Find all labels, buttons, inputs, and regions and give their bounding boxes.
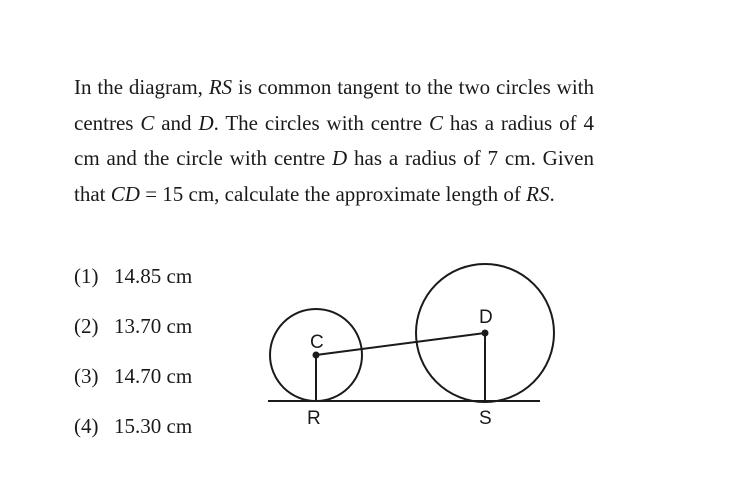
math-variable: C (140, 110, 155, 135)
text-segment: . The circles with centre (213, 110, 429, 135)
segment-cd (316, 333, 485, 355)
text-segment: and (154, 110, 199, 135)
label-d: D (479, 307, 493, 328)
label-s: S (479, 408, 492, 429)
option-number: (4) (74, 414, 99, 438)
option-number: (2) (74, 314, 99, 338)
math-variable: C (428, 110, 443, 135)
centre-d-point (482, 330, 489, 337)
text-segment: has a radius of 4 cm and the circle with centre (74, 110, 594, 170)
option-value: 15.30 cm (114, 414, 193, 438)
option-value: 14.70 cm (114, 364, 193, 388)
math-variable: D (198, 110, 214, 135)
math-variable: RS (526, 181, 550, 206)
label-r: R (307, 408, 321, 429)
text-segment: is common tangent to the two circles with centres (74, 75, 595, 135)
option-number: (3) (74, 364, 99, 388)
option-number: (1) (74, 264, 99, 288)
option-value: 13.70 cm (114, 314, 193, 338)
math-variable: D (332, 146, 348, 170)
label-c: C (310, 332, 324, 353)
math-variable: CD (110, 181, 140, 206)
text-segment: . (549, 181, 555, 206)
text-segment: = 15 cm, calculate the approximate length of (139, 181, 527, 206)
text-segment: In the diagram, (74, 75, 209, 99)
option-value: 14.85 cm (114, 264, 193, 288)
math-variable: RS (208, 75, 233, 99)
text-segment: has a radius of 7 cm. Given that (74, 146, 594, 206)
